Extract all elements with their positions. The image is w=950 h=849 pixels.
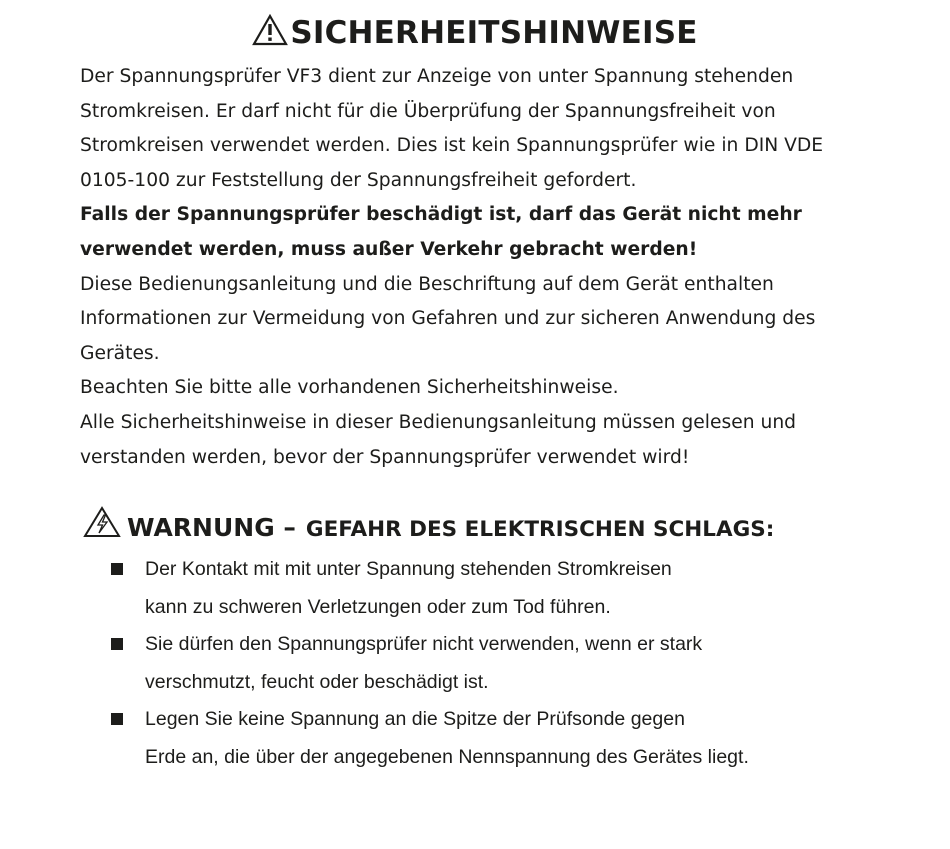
warning-list [0, 551, 950, 776]
damage-notice-paragraph: Falls der Spannungsprüfer beschädigt ist, darf das Gerät nicht mehr verwendet werden, muss außer Verkehr gebracht werden! [80, 204, 802, 260]
page-title: SICHERHEITSHINWEISE [290, 15, 698, 51]
list-item-line: verschmutzt, feucht oder beschädigt ist. [145, 670, 489, 693]
observe-notice-paragraph: Beachten Sie bitte alle vorhandenen Sicherheitshinweise. [80, 377, 619, 399]
list-item [0, 701, 950, 776]
warning-title: WARNUNG – [127, 513, 296, 542]
list-item [0, 551, 950, 626]
list-item-line: Der Kontakt mit mit unter Spannung stehenden Stromkreisen [145, 558, 672, 580]
bullet-square-icon [111, 713, 123, 725]
warning-triangle-icon [252, 14, 288, 46]
title-row [0, 14, 950, 51]
electric-shock-warning-icon [83, 506, 121, 538]
list-item [0, 626, 950, 701]
bullet-square-icon [111, 563, 123, 575]
list-item-line: Erde an, die über der angegebenen Nennspannung des Gerätes liegt. [145, 745, 749, 768]
warning-subtitle: GEFAHR DES ELEKTRISCHEN SCHLAGS: [305, 517, 775, 542]
manual-info-paragraph: Diese Bedienungsanleitung und die Beschriftung auf dem Gerät enthalten Informationen zur Vermeidung von Gefahren und zur sicheren Anwendung des Gerätes. [80, 273, 816, 364]
list-item-line: Sie dürfen den Spannungsprüfer nicht verwenden, wenn er stark [145, 633, 703, 655]
intro-paragraph: Der Spannungsprüfer VF3 dient zur Anzeige von unter Spannung stehenden Stromkreisen. Er darf nicht für die Überprüfung der Spannungsfreiheit von Stromkreisen verwendet werden. Dies ist kein Spannungsprüfer wie in DIN VDE 0105-100 zur Feststellung der Spannungsfreiheit gefordert. [80, 66, 824, 191]
read-notice-paragraph: Alle Sicherheitshinweise in dieser Bedienungsanleitung müssen gelesen und verstanden werden, bevor der Spannungsprüfer verwendet wird! [80, 411, 797, 468]
bullet-square-icon [111, 638, 123, 650]
warning-heading [83, 506, 774, 542]
list-item-line: kann zu schweren Verletzungen oder zum Tod führen. [145, 595, 611, 618]
intro-text [80, 60, 860, 475]
list-item-line: Legen Sie keine Spannung an die Spitze der Prüfsonde gegen [145, 708, 685, 730]
